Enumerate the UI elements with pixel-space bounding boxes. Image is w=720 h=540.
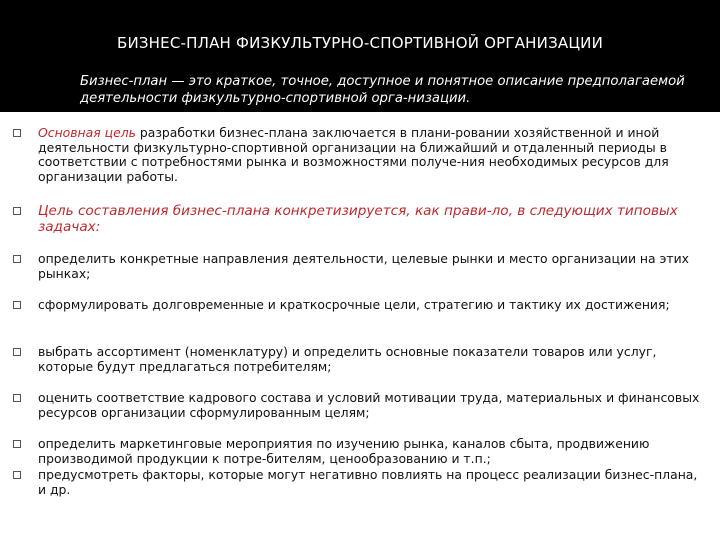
slide-title: БИЗНЕС-ПЛАН ФИЗКУЛЬТУРНО-СПОРТИВНОЙ ОРГАНИЗАЦИИ <box>116 34 604 52</box>
square-bullet-icon <box>13 129 21 137</box>
square-bullet-icon <box>13 471 21 479</box>
list-item-text: Основная цель разработки бизнес-плана заключается в плани-ровании хозяйственной и иной деятельности физкультурно-спортивной организации на ближайший и отдаленный периоды в соответствии с потребностями рынка и возможностями получе-ния необходимых ресурсов для организации работы. <box>38 125 669 184</box>
list-item-text: выбрать ассортимент (номенклатуру) и определить основные показатели товаров или услуг, которые будут предлагаться потребителям; <box>38 344 657 374</box>
list-item-text: сформулировать долговременные и краткосрочные цели, стратегию и тактику их достижения; <box>38 297 670 312</box>
list-item-text: предусмотреть факторы, которые могут негативно повлиять на процесс реализации бизнес-плана, и др. <box>38 467 698 497</box>
list-item-text: оценить соответствие кадрового состава и условий мотивации труда, материальных и финансовых ресурсов организации сформулированным целям; <box>38 390 700 420</box>
square-bullet-icon <box>13 301 21 309</box>
subtitle-definition: — это краткое, точное, доступное и понятное описание предполагаемой деятельности физкультурно-спортивной орга-низации. <box>80 74 685 106</box>
subtitle-term: Бизнес-план <box>80 74 168 89</box>
list-item-text: определить маркетинговые мероприятия по изучению рынка, каналов сбыта, продвижению производимой продукции к потре-бителям, ценообразованию и т.п.; <box>38 436 650 466</box>
main-goal-label: Основная цель <box>38 125 136 140</box>
list-item-text: определить конкретные направления деятельности, целевые рынки и место организации на этих рынках; <box>38 251 689 281</box>
square-bullet-icon <box>13 255 21 263</box>
square-bullet-icon <box>13 348 21 356</box>
square-bullet-icon <box>13 207 21 215</box>
square-bullet-icon <box>13 394 21 402</box>
tasks-heading: Цель составления бизнес-плана конкретизируется, как прави-ло, в следующих типовых задачах: <box>38 203 678 235</box>
square-bullet-icon <box>13 440 21 448</box>
list-item-text <box>38 203 702 235</box>
